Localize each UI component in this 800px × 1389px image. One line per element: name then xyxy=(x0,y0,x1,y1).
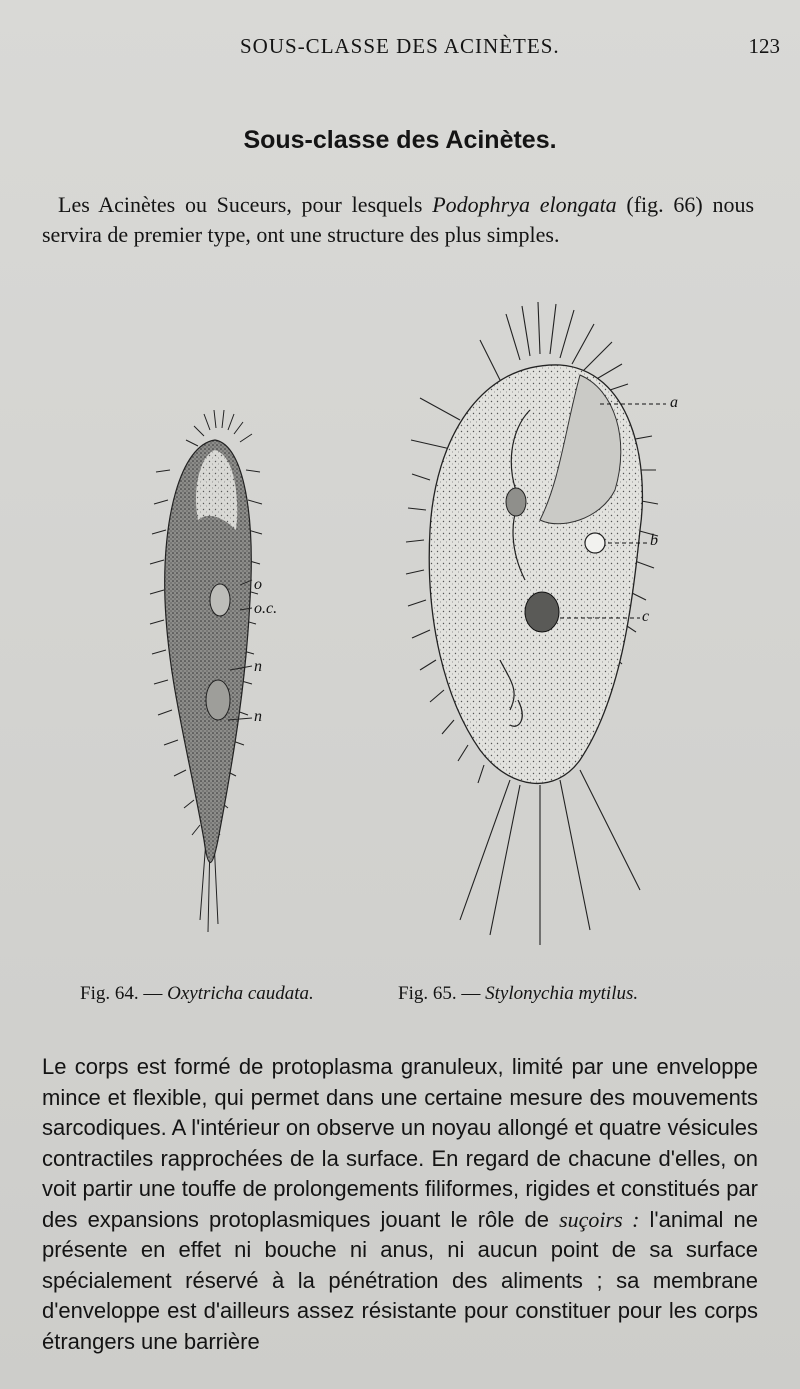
body-italic: suçoirs : xyxy=(559,1206,640,1232)
page-header xyxy=(0,34,800,64)
section-title: Sous-classe des Acinètes. xyxy=(243,126,557,154)
caption-fig-65-species: Stylonychia mytilus. xyxy=(485,983,639,1004)
figure-captions xyxy=(0,983,800,1011)
label-a: a xyxy=(670,394,678,411)
caption-fig-64-species: Oxytricha caudata. xyxy=(167,983,314,1004)
label-o: o xyxy=(254,576,262,593)
label-b: b xyxy=(650,532,658,549)
figure-illustrations xyxy=(40,280,760,980)
label-n2: n xyxy=(254,708,262,725)
running-title: SOUS-CLASSE DES ACINÈTES. xyxy=(240,34,560,58)
caption-fig-64 xyxy=(80,983,314,1005)
caption-fig-64-prefix: Fig. 64. — xyxy=(80,983,168,1004)
label-n1: n xyxy=(254,658,262,675)
caption-fig-65 xyxy=(398,983,638,1005)
intro-paragraph xyxy=(42,190,754,250)
body-text-1: Le corps est formé de protoplasma granuleux, limité par une enveloppe mince et flexible, qui permet dans une certaine mesure des mouvements sarcodiques. A l'intérieur on observe un noyau allongé et quatre vésicules contractiles rapprochées de la surface. En regard de chacune d'elles, on voit partir une touffe de prolongements filiformes, rigides et constitués par des expansions protoplasmiques jouant le rôle de xyxy=(42,1054,758,1232)
body-text-2: l'animal ne présente en effet ni bouche ni anus, ni aucun point de sa surface spécialement réservé à la pénétration des aliments ; sa membrane d'enveloppe est d'ailleurs assez résistante pour constituer pour les corps étrangers une barrière xyxy=(42,1206,759,1354)
stylonychia-illustration xyxy=(406,302,666,945)
intro-text-2: (fig. 66) nous servira de premier type, ont une structure des plus simples. xyxy=(42,192,755,247)
caption-fig-65-prefix: Fig. 65. — xyxy=(398,983,486,1004)
intro-species: Podophrya elongata xyxy=(432,192,617,217)
page-number: 123 xyxy=(748,34,780,58)
oxytricha-illustration xyxy=(150,410,262,932)
figure-plate xyxy=(40,280,760,980)
label-oc: o.c. xyxy=(254,600,278,617)
label-c: c xyxy=(642,608,650,625)
intro-text-1: Les Acinètes ou Suceurs, pour lesquels xyxy=(58,192,433,217)
body-paragraph xyxy=(42,1052,758,1357)
